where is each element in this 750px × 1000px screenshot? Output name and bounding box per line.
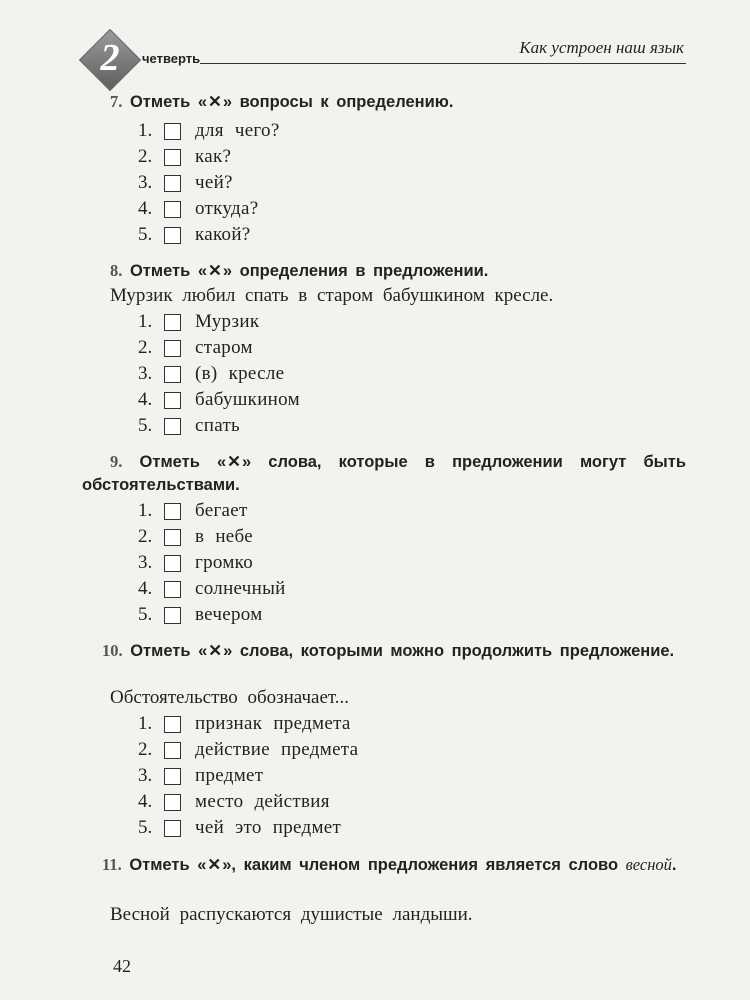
checkbox[interactable] [164,314,181,331]
quarter-label: четверть [142,51,201,66]
checkbox[interactable] [164,340,181,357]
question-10-option-4[interactable]: 4. место действия [138,791,330,812]
x-mark-icon: ✕ [227,453,241,471]
page-header [0,0,750,100]
question-10-option-2[interactable]: 2. действие предмета [138,739,359,760]
checkbox[interactable] [164,123,181,140]
checkbox[interactable] [164,716,181,733]
question-8-option-2[interactable]: 2. старом [138,337,253,358]
question-8-sentence: Мурзик любил спать в старом бабушкином кресле. [110,285,554,306]
question-8-title: 8. Отметь «✕» определения в предложении. [110,261,489,280]
checkbox[interactable] [164,418,181,435]
checkbox[interactable] [164,529,181,546]
checkbox[interactable] [164,392,181,409]
question-8-option-4[interactable]: 4. бабушкином [138,389,300,410]
question-10-sentence: Обстоятельство обозначает... [110,687,350,708]
question-8-option-3[interactable]: 3. (в) кресле [138,363,285,384]
checkbox[interactable] [164,794,181,811]
checkbox[interactable] [164,768,181,785]
question-9-title: 9. Отметь «✕» слова, которые в предложении могут быть обстоятельствами. [82,452,686,494]
question-7-title: 7. Отметь «✕» вопросы к определению. [110,92,454,111]
x-mark-icon: ✕ [208,642,223,660]
question-9-option-3[interactable]: 3. громко [138,552,254,573]
header-rule [200,63,686,64]
question-10-option-1[interactable]: 1. признак предмета [138,713,351,734]
x-mark-icon: ✕ [208,262,222,280]
question-8-option-1[interactable]: 1. Мурзик [138,311,260,332]
question-7-option-3[interactable]: 3. чей? [138,172,233,193]
question-11-title: 11. Отметь «✕», каким членом предложения является слово весной. [102,855,677,874]
page-number: 42 [113,956,131,976]
checkbox[interactable] [164,503,181,520]
checkbox[interactable] [164,227,181,244]
checkbox[interactable] [164,820,181,837]
checkbox[interactable] [164,581,181,598]
quarter-badge-number: 2 [100,37,120,79]
question-10-option-3[interactable]: 3. предмет [138,765,264,786]
question-9-option-5[interactable]: 5. вечером [138,604,263,625]
x-mark-icon: ✕ [207,856,222,874]
checkbox[interactable] [164,366,181,383]
question-7-option-1[interactable]: 1. для чего? [138,120,280,141]
question-9-option-4[interactable]: 4. солнечный [138,578,286,599]
question-10-option-5[interactable]: 5. чей это предмет [138,817,342,838]
question-10-title: 10. Отметь «✕» слова, которыми можно продолжить предложение. [102,641,675,660]
checkbox[interactable] [164,175,181,192]
question-7-option-5[interactable]: 5. какой? [138,224,251,245]
checkbox[interactable] [164,149,181,166]
question-11-sentence: Весной распускаются душистые ландыши. [110,904,473,925]
question-8-option-5[interactable]: 5. спать [138,415,241,436]
question-9-option-1[interactable]: 1. бегает [138,500,248,521]
question-7-option-4[interactable]: 4. откуда? [138,198,259,219]
checkbox[interactable] [164,607,181,624]
checkbox[interactable] [164,742,181,759]
book-title: Как устроен наш язык [519,38,684,57]
question-7-option-2[interactable]: 2. как? [138,146,232,167]
x-mark-icon: ✕ [208,93,222,111]
checkbox[interactable] [164,555,181,572]
question-9-option-2[interactable]: 2. в небе [138,526,253,547]
checkbox[interactable] [164,201,181,218]
